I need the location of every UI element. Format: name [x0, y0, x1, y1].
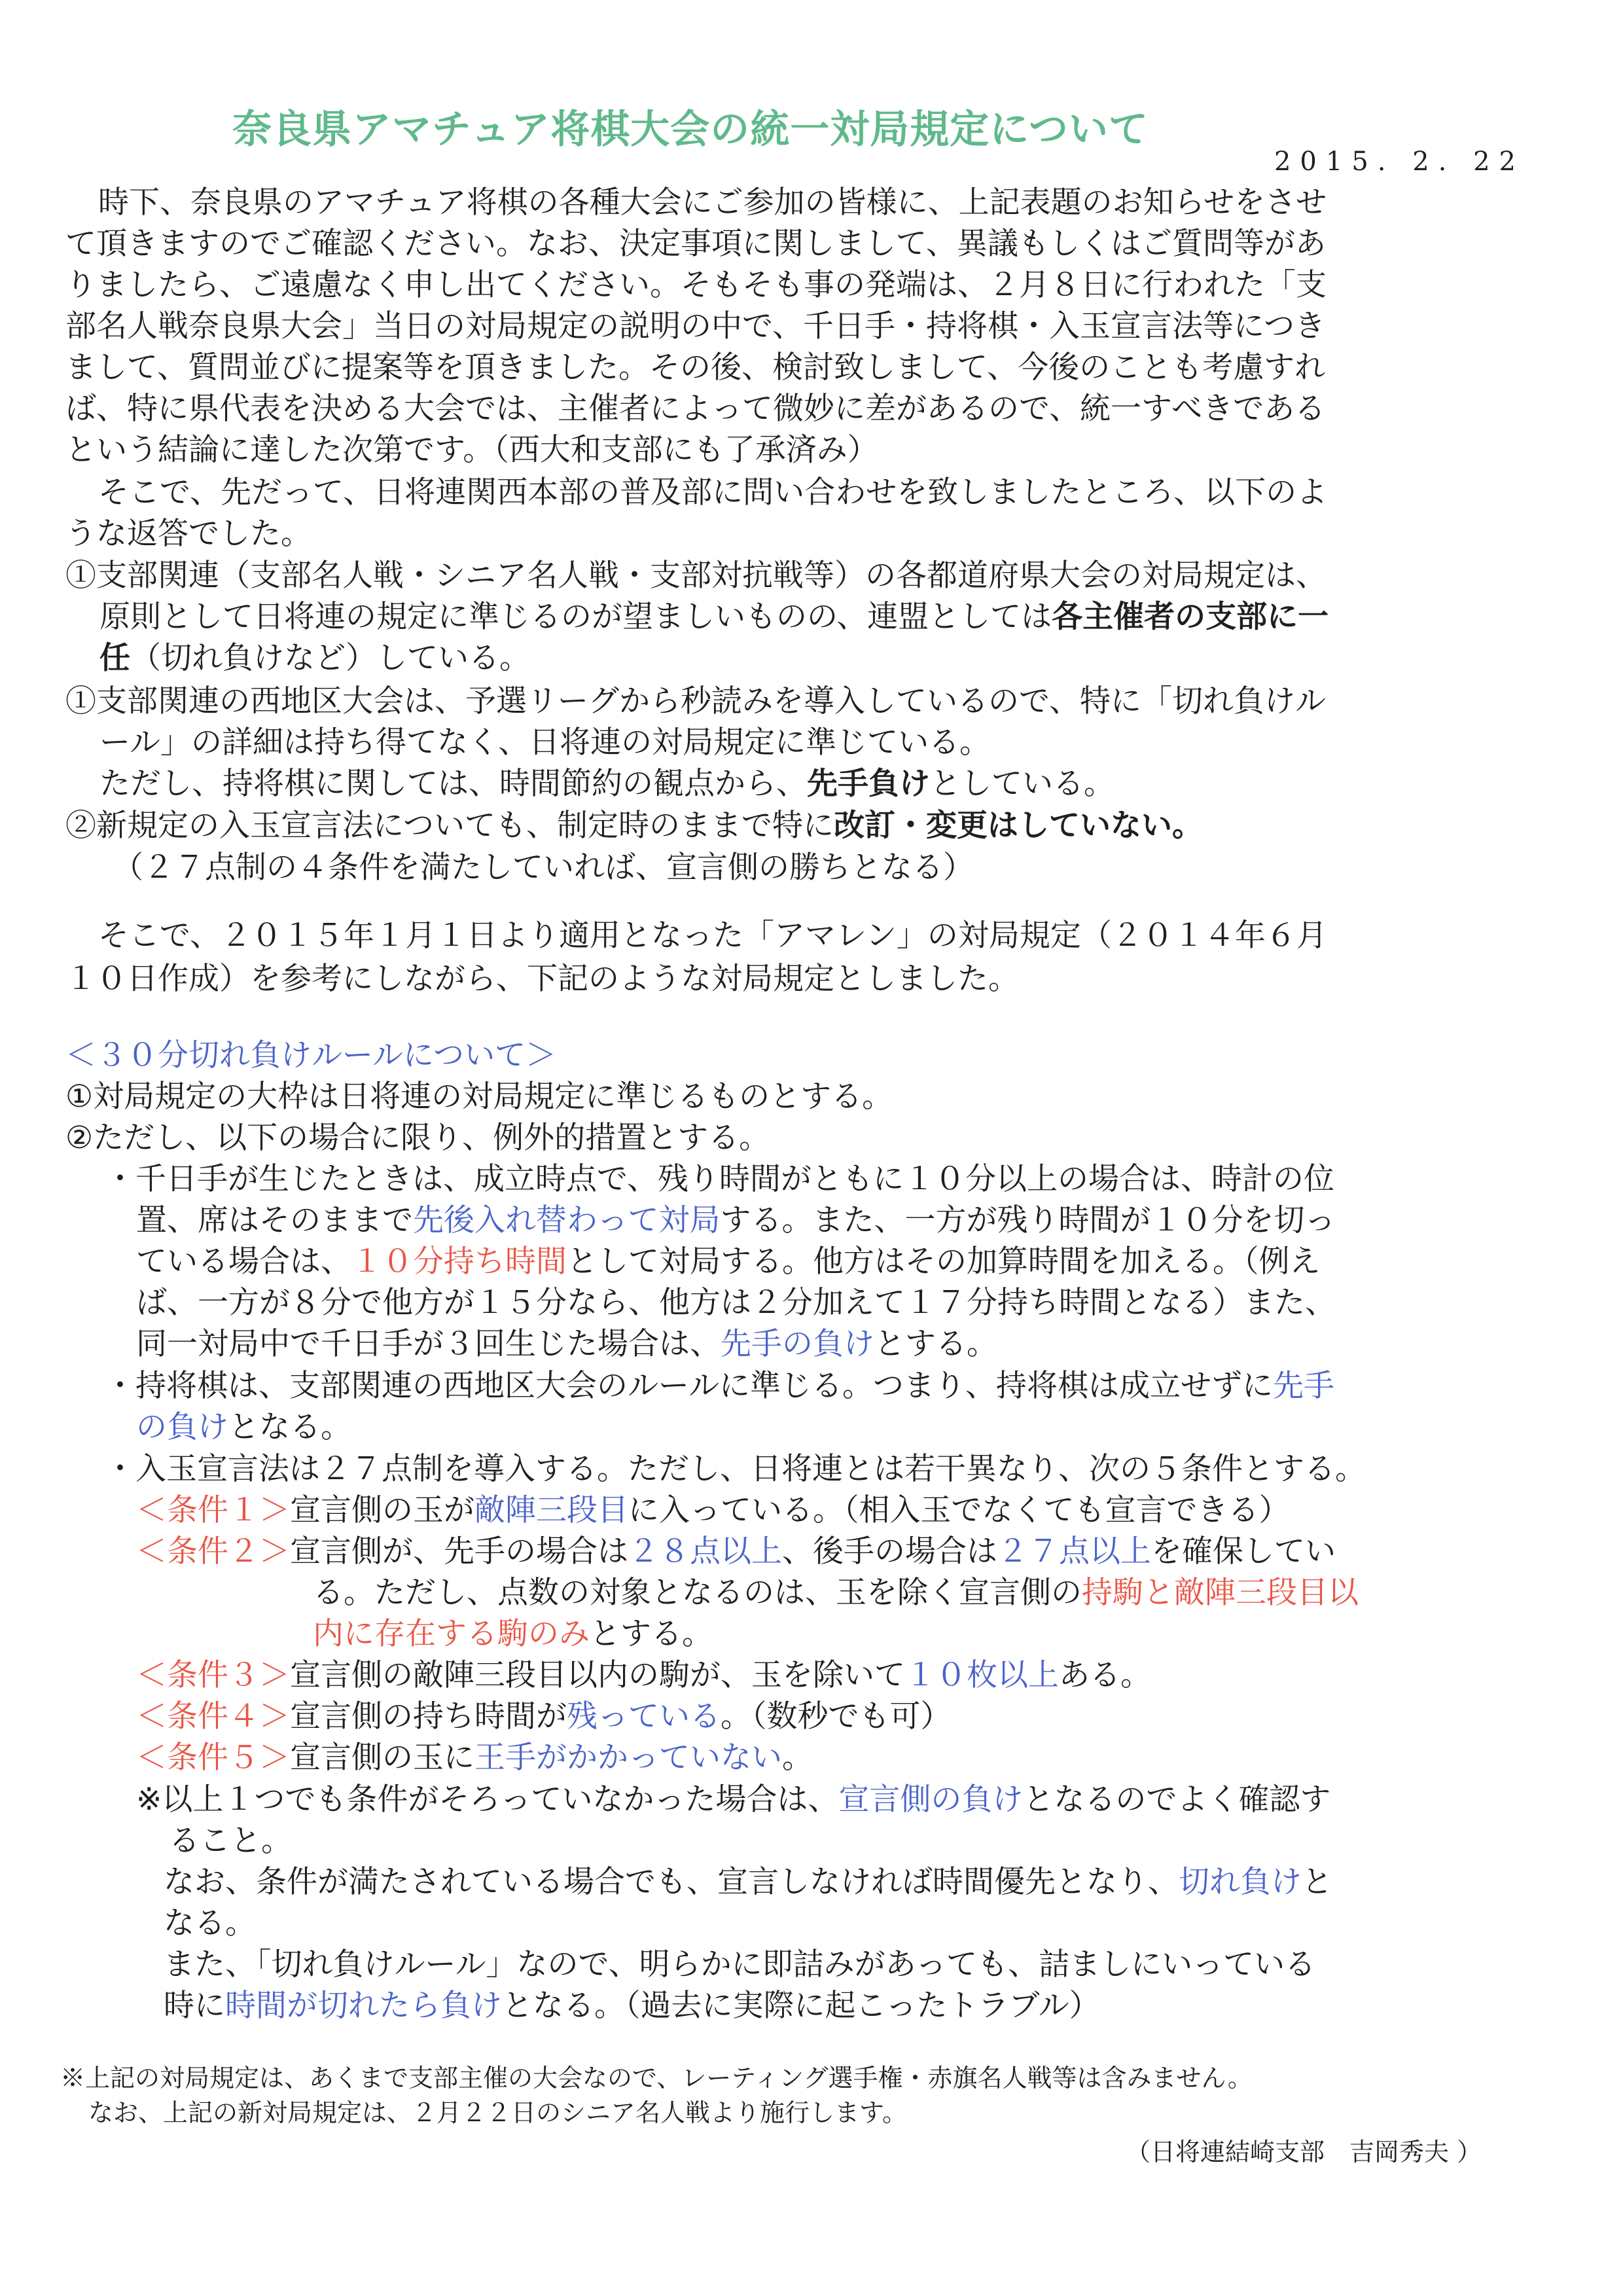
rule-bullet: ・入玉宣言法は２７点制を導入する。ただし、日将連とは若干異なり、次の５条件とする。 [105, 1451, 1366, 1487]
rule-line: 置、席はそのままで先後入れ替わって対局する。また、一方が残り時間が１０分を切っ [136, 1202, 1336, 1238]
rules-heading: ＜３０分切れ負けルールについて＞ [65, 1037, 557, 1073]
intro-line: 時下、奈良県のアマチュア将棋の各種大会にご参加の皆様に、上記表題のお知らせをさせ [98, 185, 1327, 221]
note-line: 時に時間が切れたら負けとなる。（過去に実際に起こったトラブル） [164, 1988, 1100, 2024]
intro-line: て頂きますのでご確認ください。なお、決定事項に関しまして、異議もしくはご質問等があ [65, 226, 1327, 262]
answer-item: ①支部関連の西地区大会は、予選リーグから秒読みを導入しているので、特に「切れ負けル [65, 683, 1327, 719]
condition-4: ＜条件４＞宣言側の持ち時間が残っている。（数秒でも可） [136, 1698, 952, 1734]
intro-line: まして、質問並びに提案等を頂きました。その後、検討致しまして、今後のことも考慮すれ [65, 350, 1326, 386]
condition-2-line: 内に存在する駒のみとする。 [313, 1616, 713, 1652]
note-line: なお、条件が満たされている場合でも、宣言しなければ時間優先となり、切れ負けと [164, 1864, 1332, 1900]
footnote-line: なお、上記の新対局規定は、２月２２日のシニア名人戦より施行します。 [88, 2098, 907, 2127]
rule-item: ①対局規定の大枠は日将連の対局規定に準じるものとする。 [65, 1079, 893, 1115]
answer-item: ②新規定の入玉宣言法についても、制定時のままで特に改訂・変更はしていない。 [65, 808, 1204, 844]
document-title: 奈良県アマチュア将棋大会の統一対局規定について [232, 107, 1149, 152]
intro-line: うな返答でした。 [65, 516, 312, 552]
signature: （日将連結崎支部 吉岡秀夫 ） [1126, 2138, 1482, 2166]
rule-line: ている場合は、１０分持ち時間として対局する。他方はその加算時間を加える。（例え [136, 1244, 1321, 1280]
rule-line: 同一対局中で千日手が３回生じた場合は、先手の負けとする。 [136, 1326, 997, 1362]
intro-line: そこで、先だって、日将連関西本部の普及部に問い合わせを致しましたところ、以下のよ [98, 475, 1328, 511]
note-line: また、「切れ負けルール」なので、明らかに即詰みがあっても、詰ましにいっている [164, 1946, 1316, 1982]
rule-bullet: ・持将棋は、支部関連の西地区大会のルールに準じる。つまり、持将棋は成立せずに先手 [105, 1368, 1335, 1404]
answer-item: ①支部関連（支部名人戦・シニア名人戦・支部対抗戦等）の各都道府県大会の対局規定は、 [65, 558, 1327, 594]
answer-line: 原則として日将連の規定に準じるのが望ましいものの、連盟としては各主催者の支部に一 [99, 599, 1329, 635]
decision-line: １０日作成）を参考にしながら、下記のような対局規定としました。 [65, 961, 1019, 997]
intro-line: という結論に達した次第です。（西大和支部にも了承済み） [65, 432, 878, 468]
answer-line: 任（切れ負けなど）している。 [99, 640, 530, 676]
note-line: ること。 [169, 1823, 292, 1859]
condition-1: ＜条件１＞宣言側の玉が敵陣三段目に入っている。（相入玉でなくても宣言できる） [136, 1492, 1290, 1528]
answer-line: ール」の詳細は持ち得てなく、日将連の対局規定に準じている。 [99, 725, 991, 761]
rule-bullet: ・千日手が生じたときは、成立時点で、残り時間がともに１０分以上の場合は、時計の位 [105, 1161, 1335, 1197]
rule-line: ば、一方が８分で他方が１５分なら、他方は２分加えて１７分持ち時間となる）また、 [136, 1285, 1336, 1321]
condition-2: ＜条件２＞宣言側が、先手の場合は２８点以上、後手の場合は２７点以上を確保してい [136, 1534, 1336, 1570]
intro-line: りましたら、ご遠慮なく申し出てください。そもそも事の発端は、２月８日に行われた「支 [65, 267, 1327, 303]
intro-line: ば、特に県代表を決める大会では、主催者によって微妙に差があるので、統一すべきである [65, 391, 1326, 427]
answer-line: （２７点制の４条件を満たしていれば、宣言側の勝ちとなる） [113, 850, 974, 886]
answer-line: ただし、持将棋に関しては、時間節約の観点から、先手負けとしている。 [99, 766, 1115, 802]
note-line: ※以上１つでも条件がそろっていなかった場合は、宣言側の負けとなるのでよく確認す [136, 1782, 1331, 1818]
footnote-line: ※上記の対局規定は、あくまで支部主催の大会なので、レーティング選手権・赤旗名人戦等は含みません。 [60, 2064, 1253, 2092]
condition-5: ＜条件５＞宣言側の玉に王手がかかっていない。 [136, 1740, 813, 1776]
document-date: 2015. 2. 22 [1274, 147, 1525, 177]
rule-line: の負けとなる。 [136, 1409, 351, 1445]
condition-2-line: る。ただし、点数の対象となるのは、玉を除く宣言側の持駒と敵陣三段目以 [313, 1575, 1359, 1611]
intro-line: 部名人戦奈良県大会」当日の対局規定の説明の中で、千日手・持将棋・入玉宣言法等につき [65, 308, 1326, 344]
rule-item: ②ただし、以下の場合に限り、例外的措置とする。 [65, 1120, 770, 1156]
note-line: なる。 [164, 1905, 256, 1941]
decision-line: そこで、２０１５年１月１日より適用となった「アマレン」の対局規定（２０１４年６月 [98, 918, 1327, 954]
condition-3: ＜条件３＞宣言側の敵陣三段目以内の駒が、玉を除いて１０枚以上ある。 [136, 1657, 1151, 1693]
